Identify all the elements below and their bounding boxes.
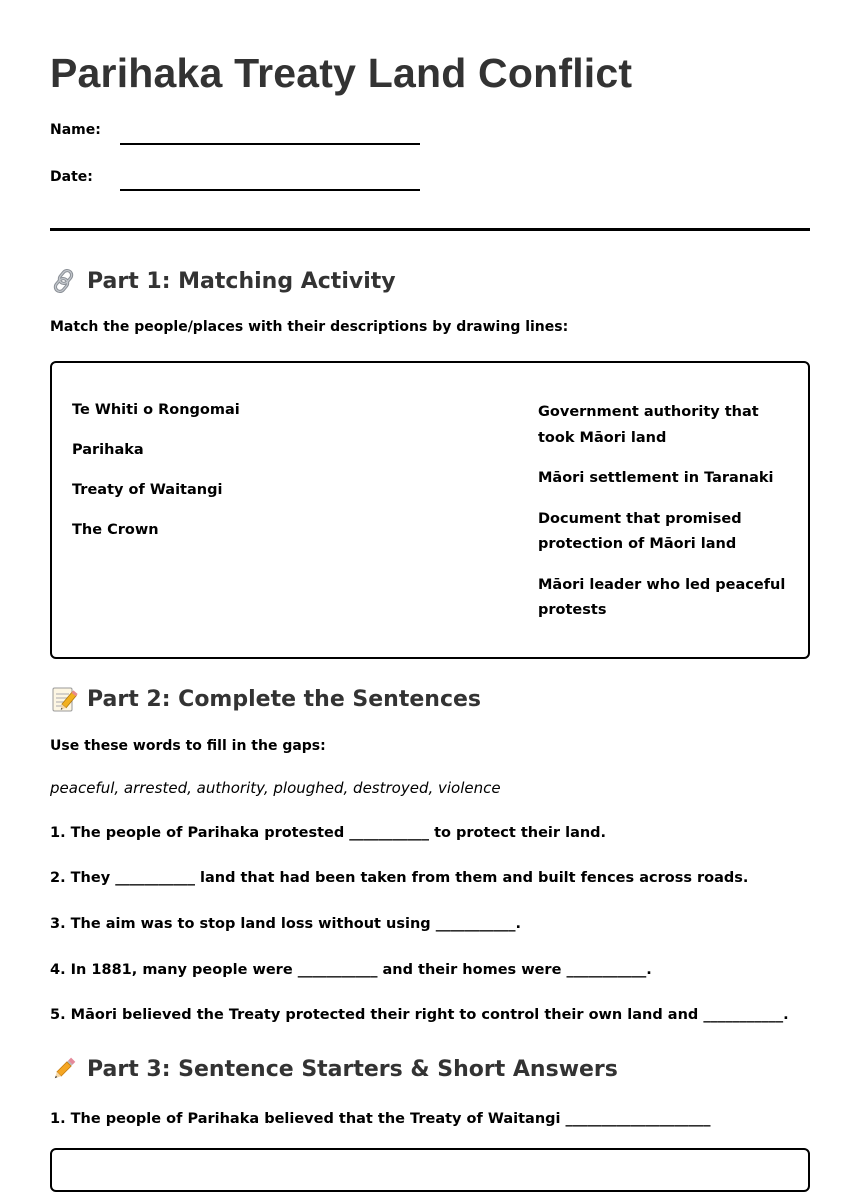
part1-heading-text: Part 1: Matching Activity (87, 268, 396, 294)
memo-icon (50, 685, 78, 713)
date-label: Date: (50, 169, 93, 185)
fill-in-sentence: 5. Māori believed the Treaty protected their right to control their own land and ___________. (50, 1007, 789, 1023)
part2-heading (50, 685, 481, 713)
part3-heading (50, 1055, 618, 1083)
part1-instruction: Match the people/places with their descriptions by drawing lines: (50, 319, 569, 335)
descriptions-column (538, 400, 800, 639)
name-label: Name: (50, 122, 101, 138)
header-divider (50, 228, 810, 231)
part2-heading-text: Part 2: Complete the Sentences (87, 686, 482, 712)
sentence-starter: 1. The people of Parihaka believed that the Treaty of Waitangi ____________________ (50, 1111, 711, 1127)
fill-in-sentence: 2. They ___________ land that had been taken from them and built fences across roads. (50, 870, 749, 886)
date-field[interactable] (120, 189, 420, 191)
match-term[interactable]: Parihaka (72, 442, 144, 458)
match-description[interactable]: Māori settlement in Taranaki (538, 470, 774, 486)
fill-in-sentence: 4. In 1881, many people were ___________ and their homes were ___________. (50, 962, 652, 978)
fill-in-sentence: 1. The people of Parihaka protested ___________ to protect their land. (50, 825, 607, 841)
name-field[interactable] (120, 143, 420, 145)
part1-heading (50, 267, 396, 295)
match-description[interactable]: Māori leader who led peaceful protests (538, 576, 786, 618)
match-term[interactable]: Te Whiti o Rongomai (72, 402, 240, 418)
part2-instruction: Use these words to fill in the gaps: (50, 738, 326, 754)
terms-column (72, 400, 240, 560)
matching-box (50, 361, 810, 659)
match-description[interactable]: Document that promised protection of Māori land (538, 510, 742, 552)
fill-in-sentence: 3. The aim was to stop land loss without using ___________. (50, 916, 521, 932)
page-title: Parihaka Treaty Land Conflict (50, 50, 633, 96)
match-term[interactable]: The Crown (72, 522, 159, 538)
pencil-icon (50, 1055, 78, 1083)
match-term[interactable]: Treaty of Waitangi (72, 482, 223, 498)
part3-heading-text: Part 3: Sentence Starters & Short Answers (87, 1056, 618, 1082)
link-icon (50, 267, 78, 295)
answer-box[interactable] (50, 1148, 810, 1192)
word-bank: peaceful, arrested, authority, ploughed, destroyed, violence (50, 779, 501, 797)
match-description[interactable]: Government authority that took Māori land (538, 404, 759, 446)
